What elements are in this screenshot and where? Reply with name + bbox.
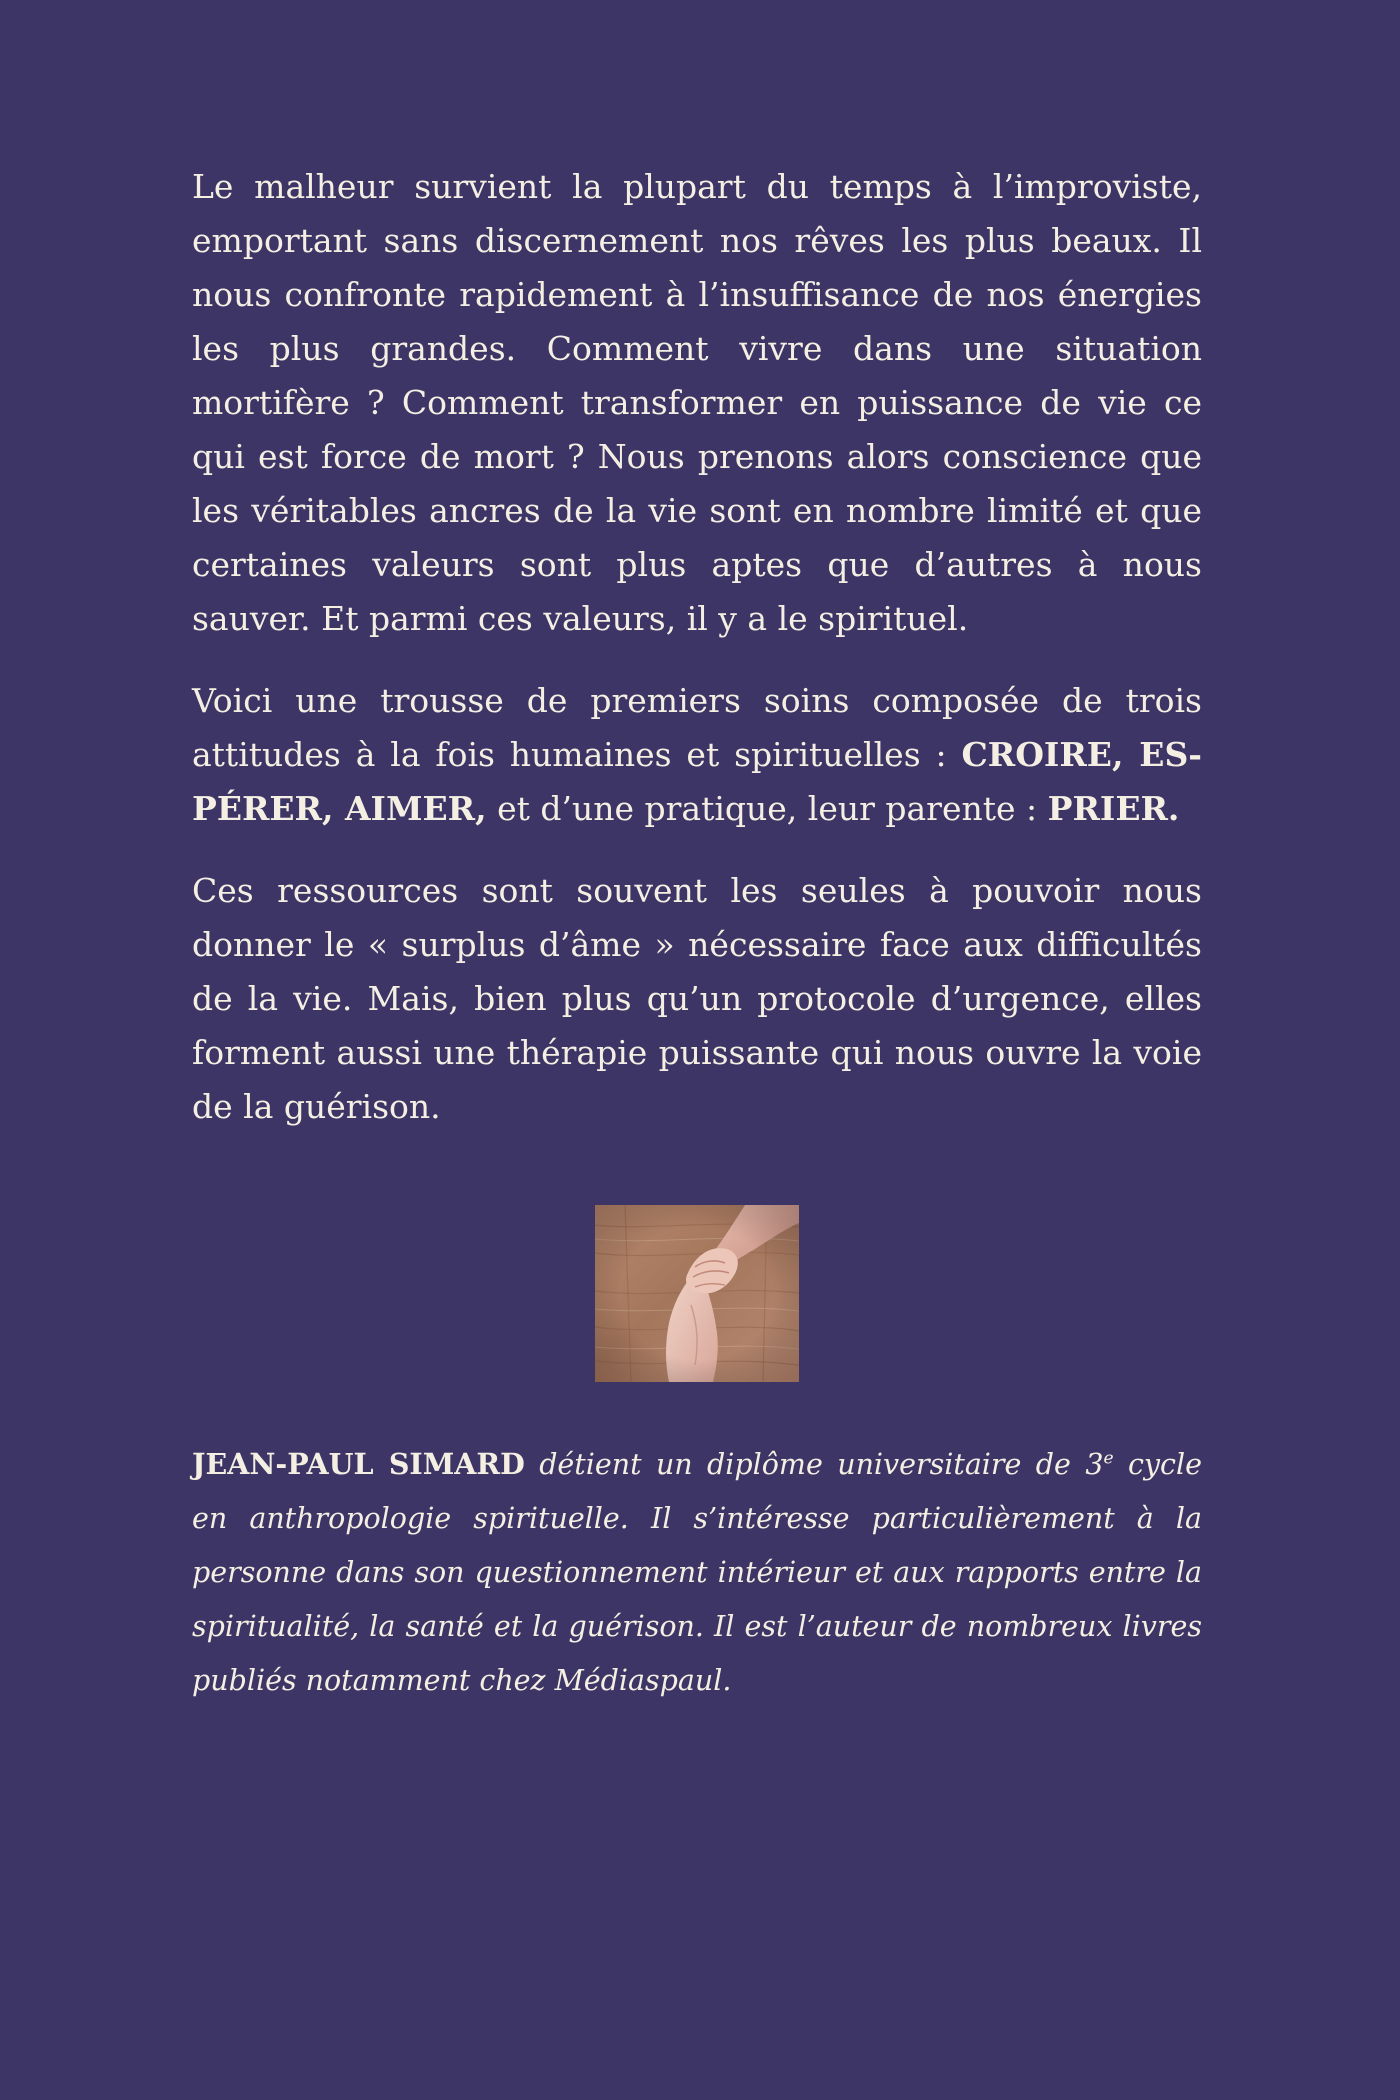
author-bio (192, 1437, 1202, 1708)
author-bio-text-2: cycle en anthropologie spirituelle. Il s’intéresse particulièrement à la personne dans son questionnement intérieur et aux rapports entre la spiritualité, la santé et la guérison. Il est l’auteur de nombreux livres publiés notamment chez Médiaspaul. (192, 1448, 1202, 1697)
ordinal-superscript: e (1103, 1448, 1114, 1469)
blurb (192, 160, 1202, 1134)
practice-label: PRIER. (1047, 789, 1180, 828)
back-cover (192, 160, 1202, 1708)
blurb-paragraph-2-lead: Voici une trousse de premiers soins composée de trois attitudes à la fois humaines et spirituelles : (192, 681, 1202, 774)
blurb-paragraph-2-middle: et d’une pratique, leur parente : (486, 789, 1048, 828)
holding-hands-photo (595, 1205, 799, 1382)
blurb-paragraph-3: Ces ressources sont souvent les seules à pouvoir nous donner le « surplus d’âme » nécessaire face aux difficultés de la vie. Mais, bien plus qu’un protocole d’urgence, elles forment aussi une thérapie puissante qui nous ouvre la voie de la guérison. (192, 871, 1202, 1126)
author-bio-text-1: détient un diplôme universitaire de 3 (524, 1448, 1104, 1481)
attitudes-list: CROIRE, ESPÉRER, AIMER, (192, 735, 1202, 828)
blurb-paragraph-2 (192, 674, 1202, 836)
cover-photo (595, 1205, 799, 1382)
blurb-paragraph-1: Le malheur survient la plupart du temps à l’improviste, emportant sans discernement nos rêves les plus beaux. Il nous confronte rapidement à l’insuffisance de nos énergies les plus grandes. Comment vivre dans une situation mortifère ? Comment transformer en puissance de vie ce qui est force de mort ? Nous prenons alors conscience que les véritables ancres de la vie sont en nombre limité et que certaines valeurs sont plus aptes que d’autres à nous sauver. Et parmi ces valeurs, il y a le spirituel. (192, 167, 1202, 638)
author-name: JEAN-PAUL SIMARD (192, 1447, 525, 1481)
